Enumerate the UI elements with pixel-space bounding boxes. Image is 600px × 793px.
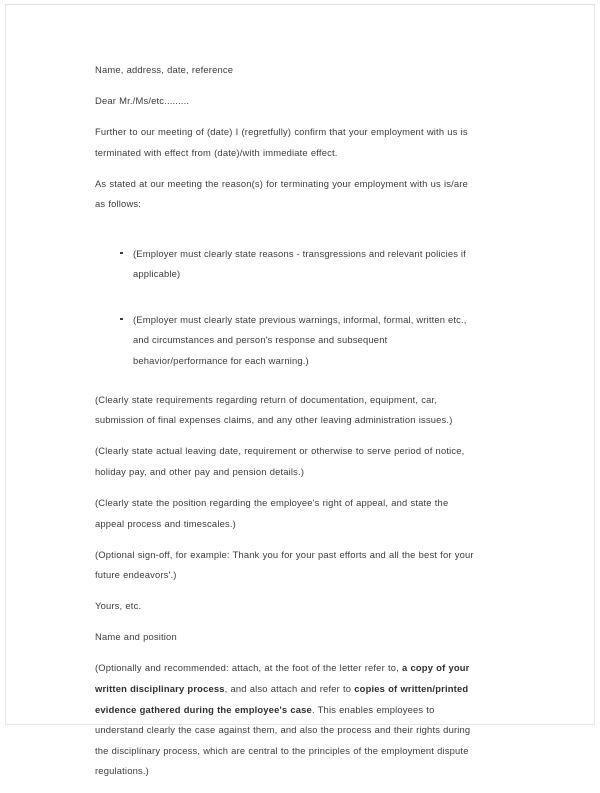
bullet-dot-icon [120,318,123,321]
list-item-spacer [95,285,477,310]
bullet-dot-icon [120,252,123,255]
attachments-note-paragraph [95,658,477,782]
reasons-bullet-list [95,244,477,372]
opening-paragraph: Further to our meeting of (date) I (regretfully) confirm that your employment with us is terminated with effect from (date)/with immediate effect. [95,126,468,158]
emphasis-text: a copy of your written disciplinary process [95,662,470,695]
list-top-spacer [95,226,477,244]
reasons-intro-paragraph: As stated at our meeting the reason(s) for terminating your employment with us is/are as follows: [95,177,469,210]
list-item-label: (Employer must clearly state reasons - transgressions and relevant policies if applicable) [133,247,466,280]
signature-block-line: Name and position [95,631,177,643]
return-of-property-paragraph: (Clearly state requirements regarding return of documentation, equipment, car, submission of final expenses claims, and any other leaving administration issues.) [95,393,453,426]
body-text: (Optionally and recommended: attach, at the foot of the letter refer to, [95,662,403,674]
closing-line: Yours, etc. [95,600,142,612]
list-item [95,310,477,372]
body-text: . This enables employees to understand clearly the case against them, and also the process and their rights during the disciplinary process, which are central to the principles of the employment dispute regulations.) [95,703,471,777]
right-of-appeal-paragraph: (Clearly state the position regarding the employee's right of appeal, and state the appeal process and timescales.) [95,496,449,529]
list-item-label: (Employer must clearly state previous warnings, informal, formal, written etc., and circumstances and person's response and subsequent behavior/performance for each warning.) [133,313,467,366]
salutation-line: Dear Mr./Ms/etc......... [95,95,190,107]
list-bottom-spacer [95,372,477,390]
optional-sign-off-paragraph: (Optional sign-off, for example: Thank you for your past efforts and all the best for your future endeavors'.) [95,548,474,581]
leaving-date-details-paragraph: (Clearly state actual leaving date, requirement or otherwise to serve period of notice, holiday pay, and other pay and pension details.) [95,445,465,477]
document-body [95,60,477,793]
recipient-header-line: Name, address, date, reference [95,64,234,75]
emphasis-text: copies of written/printed evidence gathered during the employee's case [95,683,469,715]
document-page [5,4,595,777]
body-text: , and also attach and refer to [224,683,355,695]
list-item [95,244,477,285]
